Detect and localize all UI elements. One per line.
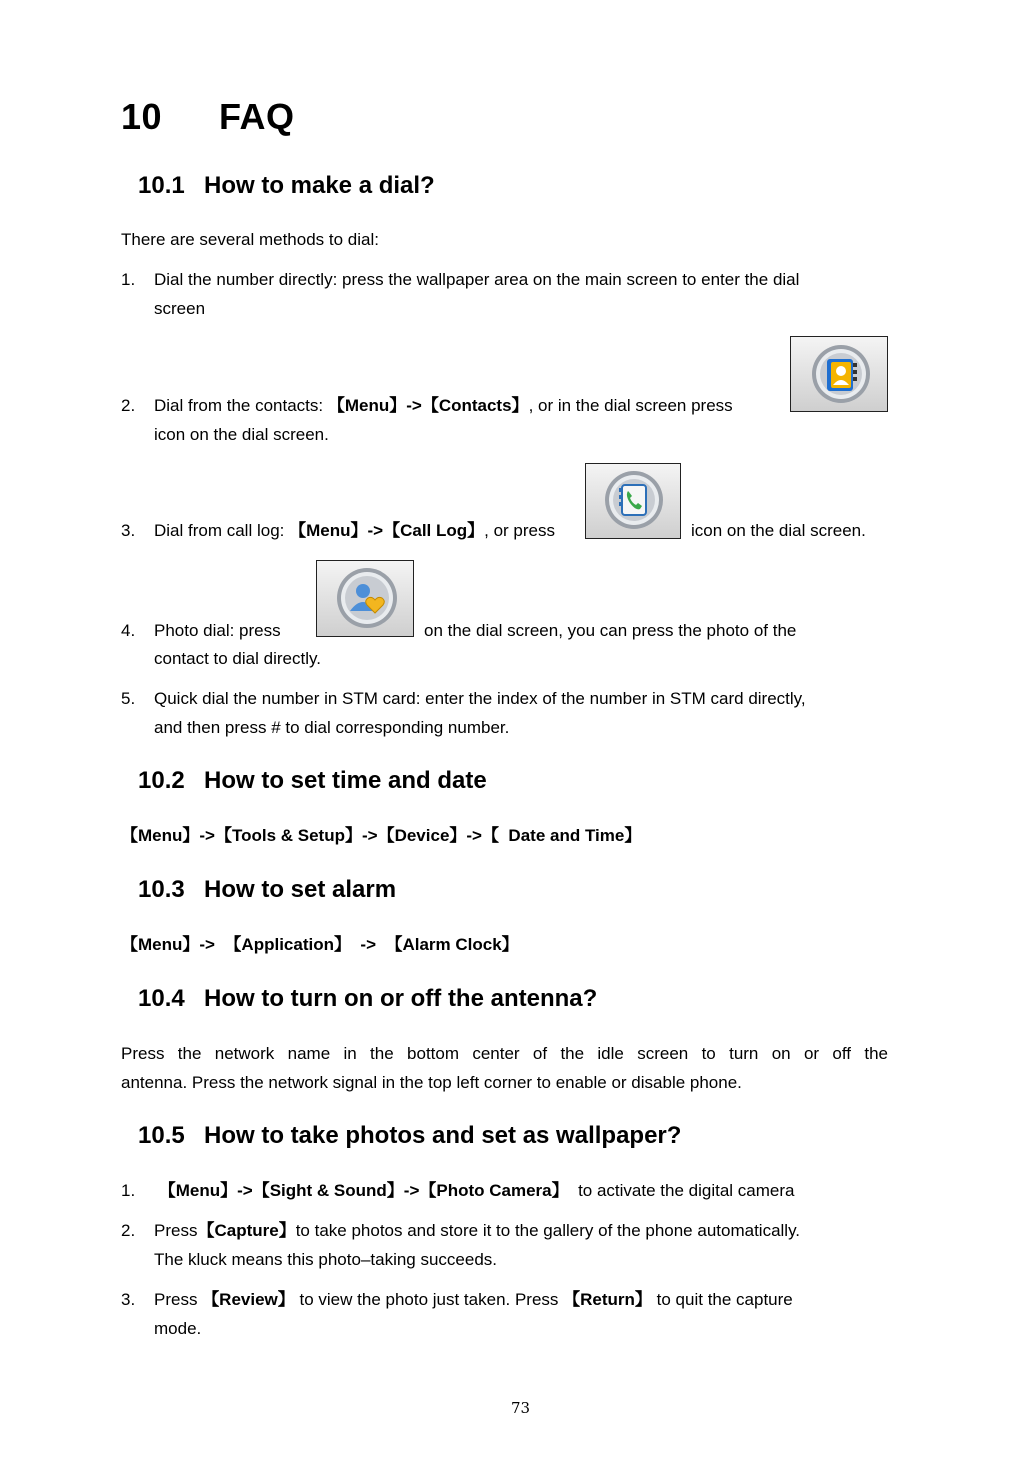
list-item-text: icon on the dial screen. (691, 521, 866, 540)
menu-path: 【Menu】->【Tools & Setup】->【Device】->【 Date and Time】 (121, 826, 642, 845)
list-item-text: to take photos and store it to the gallery of the phone automatically. (295, 1221, 801, 1240)
section-title: How to take photos and set as wallpaper? (204, 1122, 682, 1149)
intro-text: There are several methods to dial: (121, 230, 379, 249)
contacts-book-icon[interactable] (790, 336, 888, 412)
list-number: 5. (121, 689, 136, 708)
list-item (154, 516, 555, 545)
menu-path: 【Review】 (202, 1290, 295, 1309)
list-item-line: Quick dial the number in STM card: enter the index of the number in STM card directly, (154, 689, 806, 708)
list-item-text: to activate the digital camera (568, 1181, 795, 1200)
menu-path: 【Menu】->【Contacts】 (327, 396, 529, 415)
section-title: How to make a dial? (204, 172, 435, 199)
list-item (154, 1176, 794, 1205)
list-number: 2. (121, 396, 136, 415)
list-item-text: , or in the dial screen press (528, 396, 733, 415)
section-number: 10.2 (138, 767, 185, 794)
list-item (154, 1285, 899, 1343)
paragraph-line: antenna. Press the network signal in the top left corner to enable or disable phone. (121, 1073, 742, 1092)
list-item-text: Dial from the contacts: (154, 396, 328, 415)
menu-path: 【Return】 (563, 1290, 652, 1309)
section-number: 10.3 (138, 876, 185, 903)
list-item-line: The kluck means this photo–taking succeeds. (154, 1250, 498, 1269)
list-item (154, 265, 894, 323)
page-number: 73 (511, 1399, 531, 1417)
list-item-line: mode. (154, 1319, 202, 1338)
list-item-continuation: contact to dial directly. (154, 649, 321, 668)
list-number: 2. (121, 1221, 136, 1240)
list-item (154, 684, 904, 742)
list-item (154, 1216, 899, 1274)
section-number: 10.5 (138, 1122, 185, 1149)
list-item-text: Press (154, 1221, 198, 1240)
section-number: 10.1 (138, 172, 185, 199)
list-item-text: Press (154, 1290, 203, 1309)
call-log-phone-icon[interactable] (585, 463, 681, 539)
list-item (154, 391, 794, 420)
section-title: How to turn on or off the antenna? (204, 985, 598, 1012)
chapter-title: FAQ (219, 96, 295, 137)
section-title: How to set alarm (204, 876, 397, 903)
list-item-text: to quit the capture (651, 1290, 793, 1309)
section-title: How to set time and date (204, 767, 487, 794)
list-item-line: Dial the number directly: press the wallpaper area on the main screen to enter the dial (154, 270, 800, 289)
menu-path: 【Menu】->【Sight & Sound】->【Photo Camera】 (154, 1181, 569, 1200)
list-item-text: Photo dial: press (154, 621, 281, 640)
list-item-text: , or press (484, 521, 555, 540)
list-item-line: screen (154, 299, 206, 318)
section-number: 10.4 (138, 985, 185, 1012)
list-number: 3. (121, 1290, 136, 1309)
list-number: 3. (121, 521, 136, 540)
menu-path: 【Menu】-> 【Application】 -> 【Alarm Clock】 (121, 935, 519, 954)
list-item-continuation: icon on the dial screen. (154, 425, 329, 444)
paragraph (121, 1039, 888, 1097)
chapter-number: 10 (121, 96, 163, 137)
list-number: 4. (121, 621, 136, 640)
list-item-line: and then press # to dial corresponding number. (154, 718, 510, 737)
menu-path: 【Capture】 (197, 1221, 296, 1240)
photo-contact-heart-icon[interactable] (316, 560, 414, 637)
list-item-text: on the dial screen, you can press the photo of the (424, 621, 797, 640)
list-number: 1. (121, 1181, 136, 1200)
list-item-text: Dial from call log: (154, 521, 290, 540)
list-number: 1. (121, 270, 136, 289)
paragraph-line: Press the network name in the bottom center of the idle screen to turn on or off the (121, 1044, 888, 1063)
list-item-text: to view the photo just taken. Press (294, 1290, 564, 1309)
menu-path: 【Menu】->【Call Log】 (289, 521, 485, 540)
